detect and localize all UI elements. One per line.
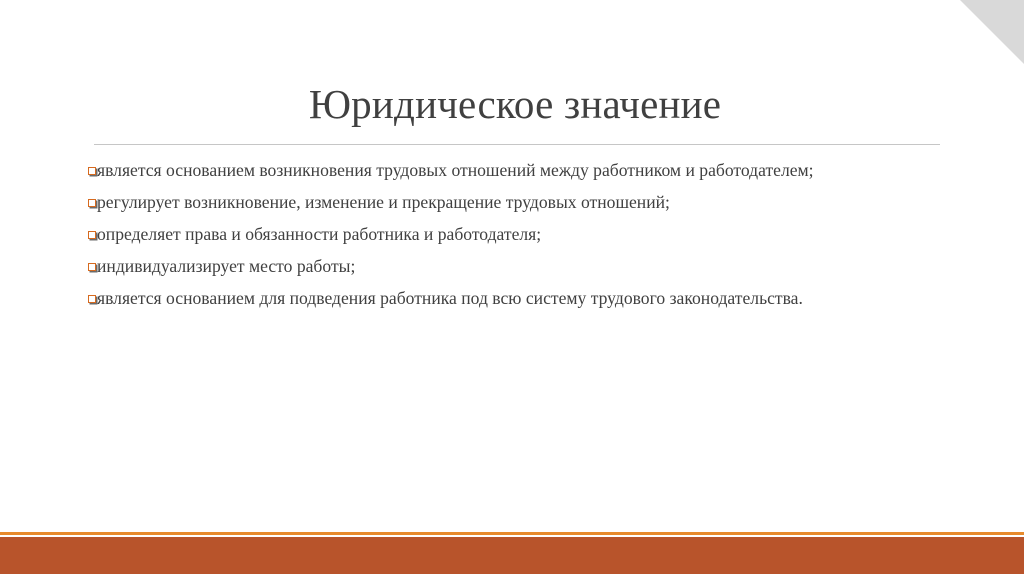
square-bullet-icon (88, 263, 96, 271)
slide-title: Юридическое значение (308, 81, 722, 127)
bullet-item (88, 288, 868, 309)
footer-accent-bar (0, 537, 1024, 574)
square-bullet-icon (88, 295, 96, 303)
bullet-text: индивидуализирует место работы; (97, 256, 356, 276)
square-bullet-icon (88, 199, 96, 207)
bullet-text: является основанием возникновения трудовых отношений между работником и работодателем; (97, 160, 814, 180)
bullet-list (88, 160, 868, 320)
footer-accent-line (0, 532, 1024, 535)
bullet-text: определяет права и обязанности работника и работодателя; (97, 224, 542, 244)
bullet-text: является основанием для подведения работника под всю систему трудового законодательства. (97, 288, 803, 308)
bullet-item (88, 224, 868, 245)
title-divider (94, 144, 940, 145)
square-bullet-icon (88, 231, 96, 239)
square-bullet-icon (88, 167, 96, 175)
bullet-text: регулирует возникновение, изменение и прекращение трудовых отношений; (97, 192, 670, 212)
bullet-item (88, 256, 868, 277)
corner-fold-decoration (960, 0, 1024, 64)
bullet-item (88, 160, 868, 181)
bullet-item (88, 192, 868, 213)
